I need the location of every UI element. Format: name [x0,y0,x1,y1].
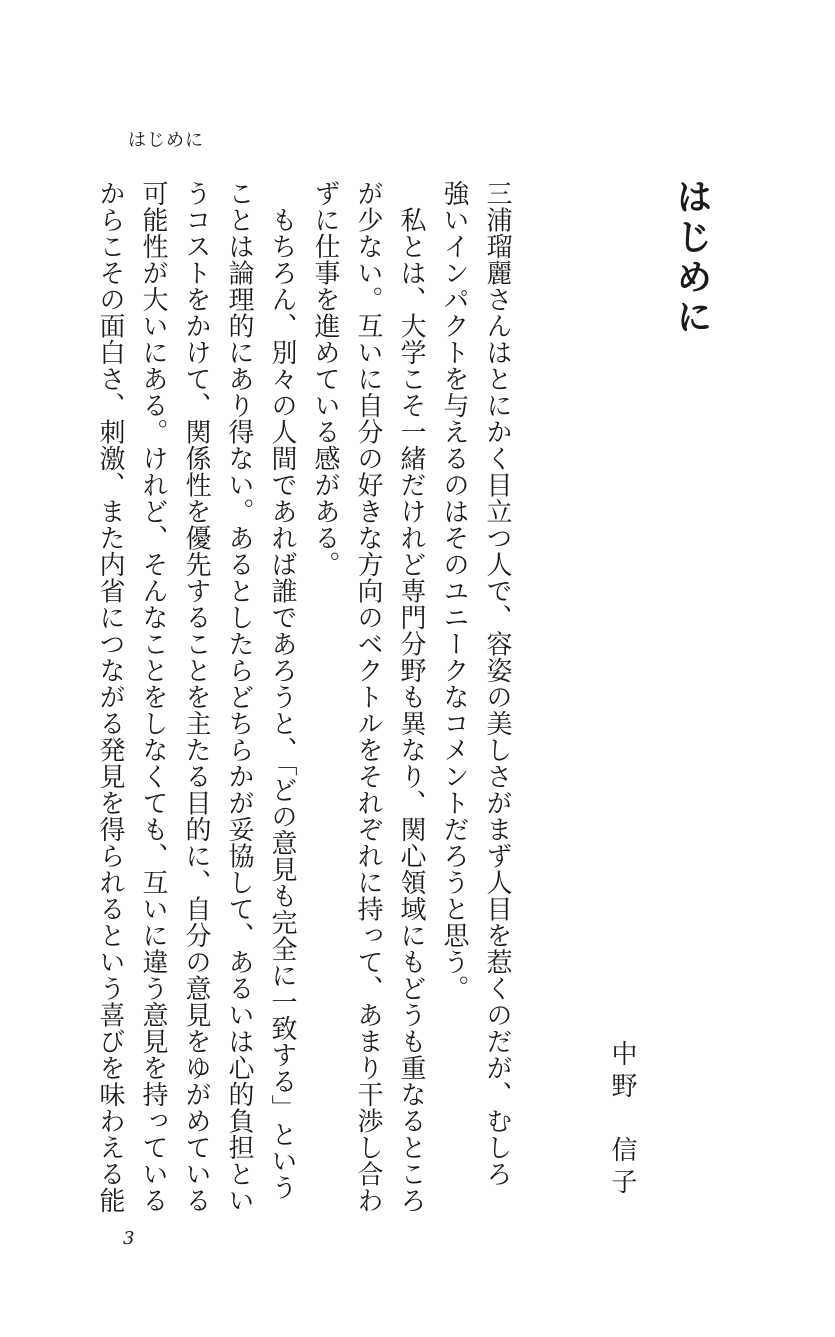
body-line: が少ない。互いに自分の好きな方向のベクトルをそれぞれに持って、あまり干渉し合わ [353,180,383,1214]
author-name: 中野 信子 [607,1040,637,1200]
body-line: うコストをかけて、関係性を優先することを主たる目的に、自分の意見をゆがめている [181,180,211,1214]
body-line: 可能性が大いにある。けれど、そんなことをしなくても、互いに違う意見を持っている [138,180,168,1214]
chapter-title: はじめに [671,178,712,338]
body-line: ことは論理的にあり得ない。あるとしたらどちらかが妥協して、あるいは心的負担とい [224,180,254,1214]
body-line: からこその面白さ、刺激、また内省につながる発見を得られるという喜びを味わえる能 [95,180,125,1214]
body-line: もちろん、別々の人間であれば誰であろうと、「どの意見も完全に一致する」という [267,180,297,1201]
body-line: 私とは、大学こそ一緒だけれど専門分野も異なり、関心領域にもどうも重なるところ [396,180,426,1214]
body-line: 三浦瑠麗さんはとにかく目立つ人で、容姿の美しさがまず人目を惹くのだが、むしろ [482,180,512,1187]
page-number: 3 [123,1228,135,1249]
body-line: 強いインパクトを与えるのはそのユニークなコメントだろうと思う。 [439,180,469,1002]
body-line: ずに仕事を進めている感がある。 [310,180,340,578]
running-head: はじめに [128,130,204,151]
